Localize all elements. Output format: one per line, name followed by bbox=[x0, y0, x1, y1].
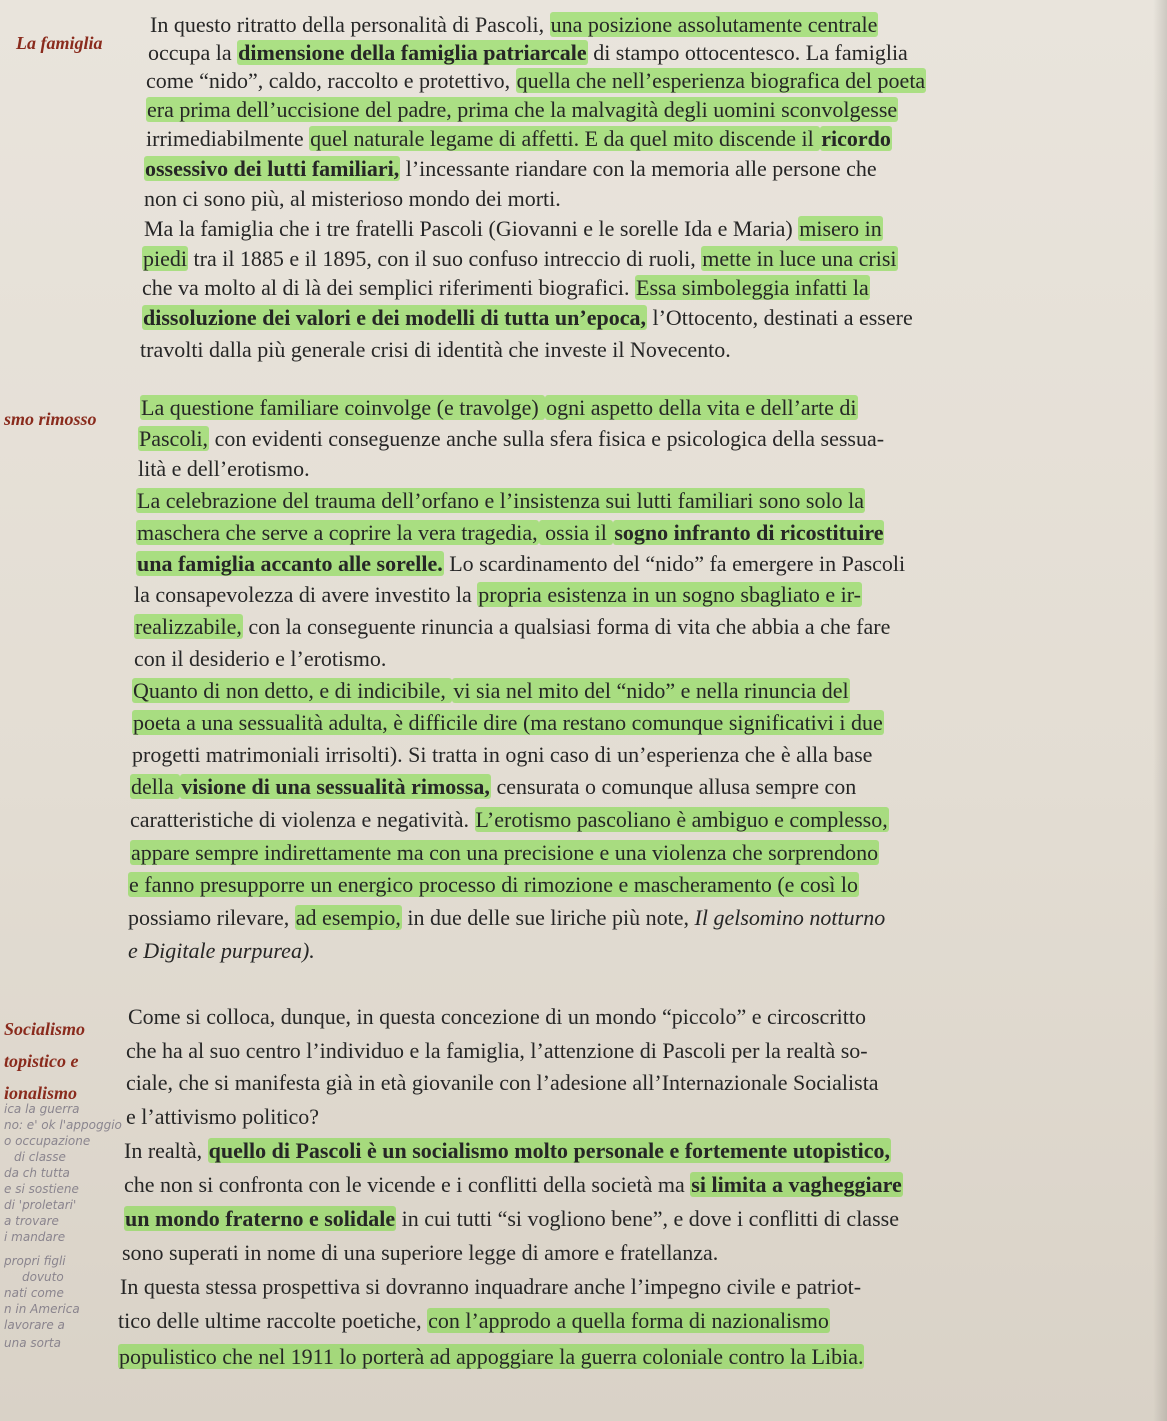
text-span: Lo scardinamento del “nido” fa emergere in Pascoli bbox=[443, 551, 906, 576]
text-span: ciale, che si manifesta già in età giovanile con l’adesione all’Internazionale Socialista bbox=[126, 1070, 879, 1095]
text-span: come “nido”, caldo, raccolto e protettivo, bbox=[146, 68, 516, 93]
text-line bbox=[126, 1036, 868, 1066]
handwritten-note: nati come bbox=[4, 1286, 64, 1300]
highlighted-text: vi sia nel mito del “nido” e nella rinuncia del bbox=[453, 678, 849, 703]
text-line bbox=[138, 454, 310, 484]
text-line bbox=[124, 1136, 891, 1166]
handwritten-note: i mandare bbox=[4, 1230, 66, 1244]
highlighted-text: quello di Pascoli è un socialismo molto personale e fortemente utopistico, bbox=[208, 1138, 890, 1163]
text-line bbox=[140, 335, 731, 365]
page-edge-shadow bbox=[1153, 0, 1167, 1421]
text-line bbox=[126, 1102, 319, 1132]
text-line bbox=[136, 549, 905, 579]
text-line bbox=[128, 870, 859, 900]
highlighted-text: Quanto di non detto, e di indicibile, bbox=[133, 678, 452, 703]
handwritten-note: dovuto bbox=[22, 1270, 64, 1284]
text-line bbox=[122, 1238, 718, 1268]
text-line bbox=[134, 612, 890, 642]
text-span: travolti dalla più generale crisi di identità che investe il Novecento. bbox=[140, 337, 731, 362]
text-span: e Digitale purpurea). bbox=[128, 938, 315, 963]
text-line bbox=[124, 1204, 899, 1234]
text-span: che ha al suo centro l’individuo e la famiglia, l’attenzione di Pascoli per la realtà so- bbox=[126, 1038, 868, 1063]
text-line bbox=[128, 936, 315, 966]
text-span: occupa la bbox=[148, 40, 238, 65]
highlighted-text: una posizione assolutamente centrale bbox=[550, 12, 878, 37]
text-span: In questa stessa prospettiva si dovranno inquadrare anche l’impegno civile e patriot- bbox=[120, 1274, 862, 1299]
text-span: irrimediabilmente bbox=[146, 126, 310, 151]
highlighted-text: visione di una sessualità rimossa, bbox=[181, 774, 490, 799]
highlighted-text: con l’approdo a quella forma di nazionalismo bbox=[428, 1308, 829, 1333]
highlighted-text: propria esistenza in un sogno sbagliato e ir- bbox=[478, 582, 861, 607]
handwritten-note: di 'proletari' bbox=[4, 1198, 77, 1212]
highlighted-text: e fanno presupporre un energico processo di rimozione e mascheramento (e così lo bbox=[129, 872, 858, 897]
highlighted-text: un mondo fraterno e solidale bbox=[125, 1206, 396, 1231]
text-line bbox=[120, 1272, 861, 1302]
highlighted-text: misero in bbox=[799, 216, 882, 241]
text-span: che va molto al di là dei semplici riferimenti biografici. bbox=[142, 275, 636, 300]
handwritten-note: di classe bbox=[14, 1150, 66, 1164]
highlighted-text: quella che nell’esperienza biografica del poeta bbox=[516, 68, 926, 93]
margin-note-socialismo-1: Socialismo bbox=[4, 1019, 86, 1039]
text-span: tico delle ultime raccolte poetiche, bbox=[118, 1308, 428, 1333]
text-span: e l’attivismo politico? bbox=[126, 1104, 320, 1129]
text-line bbox=[140, 393, 858, 423]
highlighted-text: poeta a una sessualità adulta, è difficile dire (ma restano comunque significativi i due bbox=[133, 710, 883, 735]
highlighted-text: dissoluzione dei valori e dei modelli di tutta un’epoca, bbox=[143, 305, 646, 330]
text-line bbox=[144, 214, 883, 244]
margin-note-famiglia: La famiglia bbox=[16, 33, 103, 53]
text-line bbox=[134, 644, 386, 674]
text-span: progetti matrimoniali irrisolti). Si tratta in ogni caso di un’esperienza che è alla base bbox=[132, 742, 873, 767]
text-span: Ma la famiglia che i tre fratelli Pascoli (Giovanni e le sorelle Ida e Maria) bbox=[144, 216, 799, 241]
text-span: in cui tutti “si vogliono bene”, e dove i conflitti di classe bbox=[396, 1206, 899, 1231]
text-span: l’incessante riandare con la memoria alle persone che bbox=[400, 156, 877, 181]
text-line bbox=[132, 740, 872, 770]
highlighted-text: ossia il bbox=[539, 520, 613, 545]
text-line bbox=[132, 676, 850, 706]
text-span: di stampo ottocentesco. La famiglia bbox=[587, 40, 908, 65]
text-span: con il desiderio e l’erotismo. bbox=[134, 646, 387, 671]
margin-note-socialismo-2: topistico e bbox=[4, 1051, 79, 1071]
highlighted-text: realizzabile, bbox=[135, 614, 242, 639]
highlighted-text: mette in luce una crisi bbox=[702, 246, 897, 271]
text-span: censurata o comunque allusa sempre con bbox=[490, 774, 857, 799]
highlighted-text: ad esempio, bbox=[295, 905, 401, 930]
text-line bbox=[130, 772, 856, 802]
highlighted-text: una famiglia accanto alle sorelle. bbox=[137, 551, 443, 576]
margin-note-rimosso: smo rimosso bbox=[4, 409, 97, 429]
text-span: In realtà, bbox=[124, 1138, 208, 1163]
text-line bbox=[118, 1306, 830, 1336]
text-line bbox=[136, 518, 884, 548]
margin-note-socialismo-3: ionalismo bbox=[4, 1083, 78, 1103]
handwritten-note: no: e' ok l'appoggio bbox=[4, 1118, 122, 1132]
text-span: caratteristiche di violenza e negatività. bbox=[130, 807, 475, 832]
text-span: con evidenti conseguenze anche sulla sfera fisica e psicologica della sessua- bbox=[209, 426, 885, 451]
highlighted-text: piedi bbox=[143, 246, 187, 271]
handwritten-note: una sorta bbox=[4, 1336, 61, 1350]
text-line bbox=[128, 1002, 866, 1032]
highlighted-text: della bbox=[131, 774, 180, 799]
highlighted-text: ogni aspetto della vita e dell’arte di bbox=[546, 395, 857, 420]
highlighted-text: L’erotismo pascoliano è ambiguo e complesso, bbox=[475, 807, 888, 832]
highlighted-text: era prima dell’uccisione del padre, prima che la malvagità degli uomini sconvolgesse bbox=[147, 97, 898, 122]
text-line bbox=[136, 486, 865, 516]
handwritten-note: ica la guerra bbox=[4, 1102, 80, 1116]
highlighted-text: sogno infranto di ricostituire bbox=[614, 520, 884, 545]
highlighted-text: populistico che nel 1911 lo porterà ad appoggiare la guerra coloniale contro la Libia. bbox=[119, 1344, 864, 1369]
highlighted-text: Essa simboleggia infatti la bbox=[636, 275, 869, 300]
text-span: con la conseguente rinuncia a qualsiasi forma di vita che abbia a che fare bbox=[242, 614, 891, 639]
highlighted-text: si limita a vagheggiare bbox=[691, 1172, 902, 1197]
handwritten-note: propri figli bbox=[4, 1254, 66, 1268]
text-span: lità e dell’erotismo. bbox=[138, 456, 310, 481]
text-line bbox=[130, 805, 889, 835]
text-line bbox=[146, 124, 892, 154]
handwritten-note: e si sostiene bbox=[4, 1182, 79, 1196]
highlighted-text: ossessivo dei lutti familiari, bbox=[145, 156, 400, 181]
handwritten-note: da ch tutta bbox=[4, 1166, 70, 1180]
text-span: l’Ottocento, destinati a essere bbox=[646, 305, 913, 330]
text-line bbox=[146, 66, 926, 96]
text-span: non ci sono più, al misterioso mondo dei morti. bbox=[144, 186, 561, 211]
text-line bbox=[150, 10, 878, 40]
text-line bbox=[134, 580, 862, 610]
highlighted-text: Pascoli, bbox=[139, 426, 209, 451]
text-line bbox=[142, 244, 898, 274]
text-line bbox=[142, 273, 870, 303]
highlighted-text: La celebrazione del trauma dell’orfano e l’insistenza sui lutti familiari sono solo la bbox=[137, 488, 864, 513]
text-line bbox=[146, 95, 898, 125]
highlighted-text: maschera che serve a coprire la vera tragedia, bbox=[137, 520, 538, 545]
text-line bbox=[130, 838, 879, 868]
text-line bbox=[138, 424, 884, 454]
text-span: In questo ritratto della personalità di Pascoli, bbox=[150, 12, 550, 37]
text-line bbox=[126, 1068, 879, 1098]
highlighted-text: La questione familiare coinvolge (e travolge) bbox=[141, 395, 545, 420]
text-line bbox=[144, 184, 561, 214]
text-line bbox=[148, 38, 908, 68]
highlighted-text: ricordo bbox=[821, 126, 891, 151]
handwritten-note: lavorare a bbox=[4, 1318, 65, 1332]
highlighted-text: appare sempre indirettamente ma con una precisione e una violenza che sorprendono bbox=[131, 840, 879, 865]
text-span: tra il 1885 e il 1895, con il suo confuso intreccio di ruoli, bbox=[188, 246, 702, 271]
highlighted-text: dimensione della famiglia patriarcale bbox=[238, 40, 587, 65]
text-span: la consapevolezza di avere investito la bbox=[134, 582, 478, 607]
text-line bbox=[118, 1342, 864, 1372]
text-span: possiamo rilevare, bbox=[128, 905, 295, 930]
text-span: in due delle sue liriche più note, bbox=[401, 905, 695, 930]
text-line bbox=[144, 154, 877, 184]
text-span: sono superati in nome di una superiore legge di amore e fratellanza. bbox=[122, 1240, 719, 1265]
text-line bbox=[128, 903, 885, 933]
text-span: Come si colloca, dunque, in questa concezione di un mondo “piccolo” e circoscritto bbox=[128, 1004, 866, 1029]
text-line bbox=[132, 708, 884, 738]
handwritten-note: n in America bbox=[4, 1302, 80, 1316]
highlighted-text: quel naturale legame di affetti. E da quel mito discende il bbox=[310, 126, 820, 151]
text-line bbox=[124, 1170, 903, 1200]
handwritten-note: o occupazione bbox=[4, 1134, 91, 1148]
text-line bbox=[142, 303, 913, 333]
handwritten-note: a trovare bbox=[4, 1214, 59, 1228]
italic-title: Il gelsomino notturno bbox=[694, 905, 886, 930]
text-span: che non si confronta con le vicende e i conflitti della società ma bbox=[124, 1172, 691, 1197]
